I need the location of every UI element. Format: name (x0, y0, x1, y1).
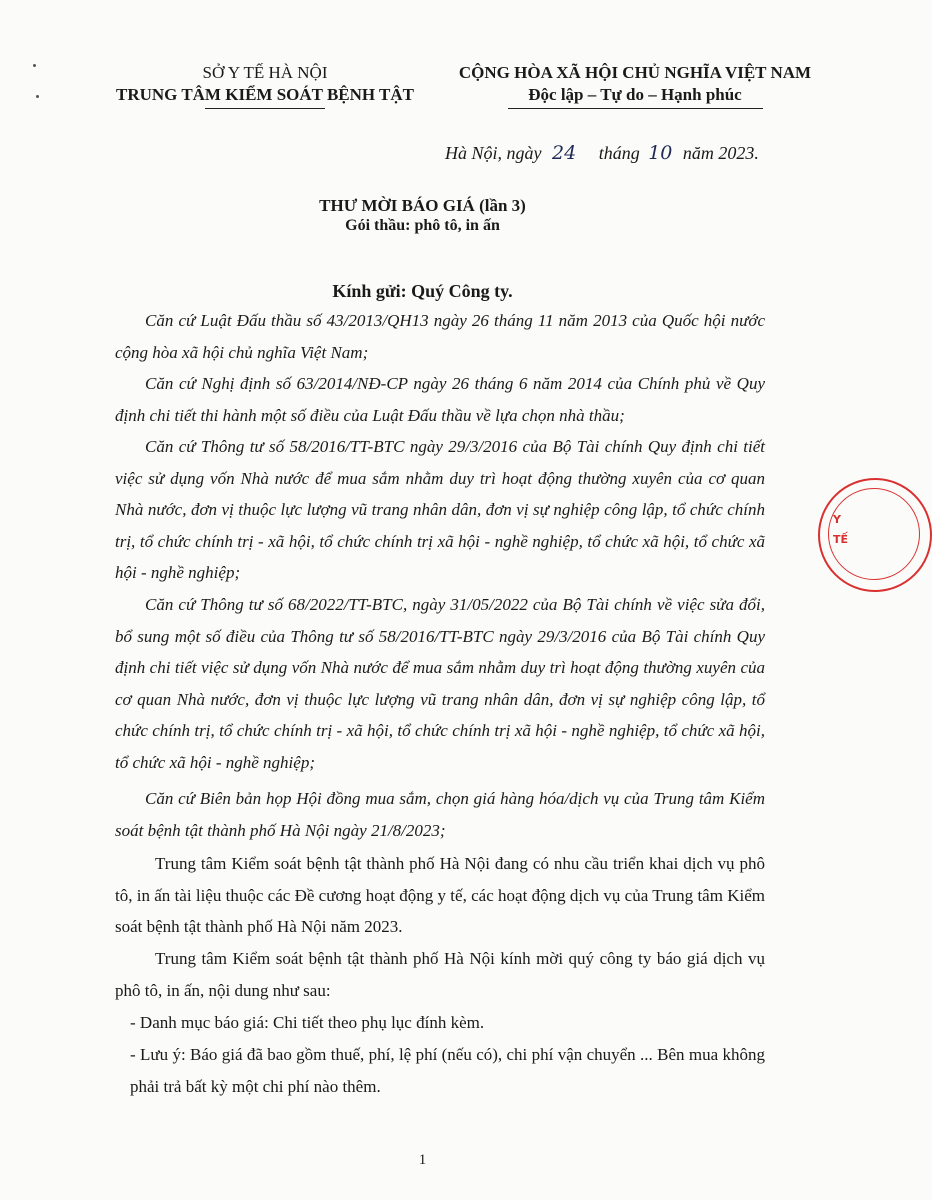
legal-basis-5: Căn cứ Biên bản họp Hội đồng mua sắm, chọn giá hàng hóa/dịch vụ của Trung tâm Kiểm soát bệnh tật thành phố Hà Nội ngày 21/8/2023; (115, 789, 765, 840)
date-year: năm 2023. (682, 143, 759, 163)
date-line (445, 142, 815, 164)
page-number: 1 (418, 1152, 427, 1168)
bullet-item-note: - Lưu ý: Báo giá đã bao gồm thuế, phí, lệ phí (nếu có), chi phí vận chuyển ... Bên mua không phải trả bất kỳ một chi phí nào thêm. (130, 1045, 765, 1096)
motto-underline (508, 108, 763, 109)
legal-basis-2: Căn cứ Nghị định số 63/2014/NĐ-CP ngày 26 tháng 6 năm 2014 của Chính phủ về Quy định chi tiết thi hành một số điều của Luật Đấu thầu về lựa chọn nhà thầu; (115, 374, 765, 425)
country-name: CỘNG HÒA XÃ HỘI CHỦ NGHĨA VIỆT NAM (458, 63, 812, 82)
legal-basis-3: Căn cứ Thông tư số 58/2016/TT-BTC ngày 29/3/2016 của Bộ Tài chính Quy định chi tiết việc sử dụng vốn Nhà nước để mua sắm nhằm duy trì hoạt động thường xuyên của cơ quan Nhà nước, đơn vị thuộc lực lượng vũ trang nhân dân, đơn vị sự nghiệp công lập, tổ chức chính trị, tổ chức chính trị - xã hội, tổ chức chính trị xã hội - nghề nghiệp, tổ chức xã hội, tổ chức xã hội - nghề nghiệp; (115, 437, 765, 582)
legal-basis-1: Căn cứ Luật Đấu thầu số 43/2013/QH13 ngày 26 tháng 11 năm 2013 của Quốc hội nước cộng hòa xã hội chủ nghĩa Việt Nam; (115, 311, 765, 362)
issuer-organization: TRUNG TÂM KIỂM SOÁT BỆNH TẬT (115, 85, 415, 104)
document-title: THƯ MỜI BÁO GIÁ (lần 3) (319, 196, 526, 215)
date-day-handwritten: 24 (552, 142, 577, 164)
bullet-item-list: - Danh mục báo giá: Chi tiết theo phụ lục đính kèm. (130, 1013, 485, 1032)
red-seal-lettering: Y TẾ (833, 513, 849, 546)
date-month-handwritten: 10 (648, 142, 673, 164)
issuer-underline (205, 108, 325, 109)
national-motto-block (440, 62, 830, 109)
national-motto: Độc lập – Tự do – Hạnh phúc (528, 85, 742, 104)
salutation: Kính gửi: Quý Công ty. (332, 281, 513, 301)
issuer-department: SỞ Y TẾ HÀ NỘI (202, 63, 328, 82)
document-subtitle: Gói thầu: phô tô, in ấn (345, 217, 500, 234)
legal-basis-4: Căn cứ Thông tư số 68/2022/TT-BTC, ngày 31/05/2022 của Bộ Tài chính về việc sửa đổi, bổ sung một số điều của Thông tư số 58/2016/TT-BTC ngày 29/3/2016 của Bộ Tài chính Quy định chi tiết việc sử dụng vốn Nhà nước để mua sắm nhằm duy trì hoạt động thường xuyên của cơ quan Nhà nước, đơn vị thuộc lực lượng vũ trang nhân dân, đơn vị sự nghiệp công lập, tổ chức chính trị, tổ chức chính trị - xã hội, tổ chức chính trị xã hội - nghề nghiệp, tổ chức xã hội, tổ chức xã hội - nghề nghiệp; (115, 595, 765, 772)
date-month-label: tháng (598, 143, 640, 163)
body-paragraph-1: Trung tâm Kiểm soát bệnh tật thành phố Hà Nội đang có nhu cầu triển khai dịch vụ phô tô, in ấn tài liệu thuộc các Đề cương hoạt động y tế, các hoạt động dịch vụ của Trung tâm Kiểm soát bệnh tật thành phố Hà Nội năm 2023. (115, 854, 765, 936)
scan-speck (33, 64, 36, 67)
date-place: Hà Nội, ngày (445, 143, 542, 163)
body-paragraph-2: Trung tâm Kiểm soát bệnh tật thành phố Hà Nội kính mời quý công ty báo giá dịch vụ phô tô, in ấn, nội dung như sau: (115, 949, 765, 1000)
issuer-block (95, 62, 435, 109)
scan-speck (36, 95, 39, 98)
